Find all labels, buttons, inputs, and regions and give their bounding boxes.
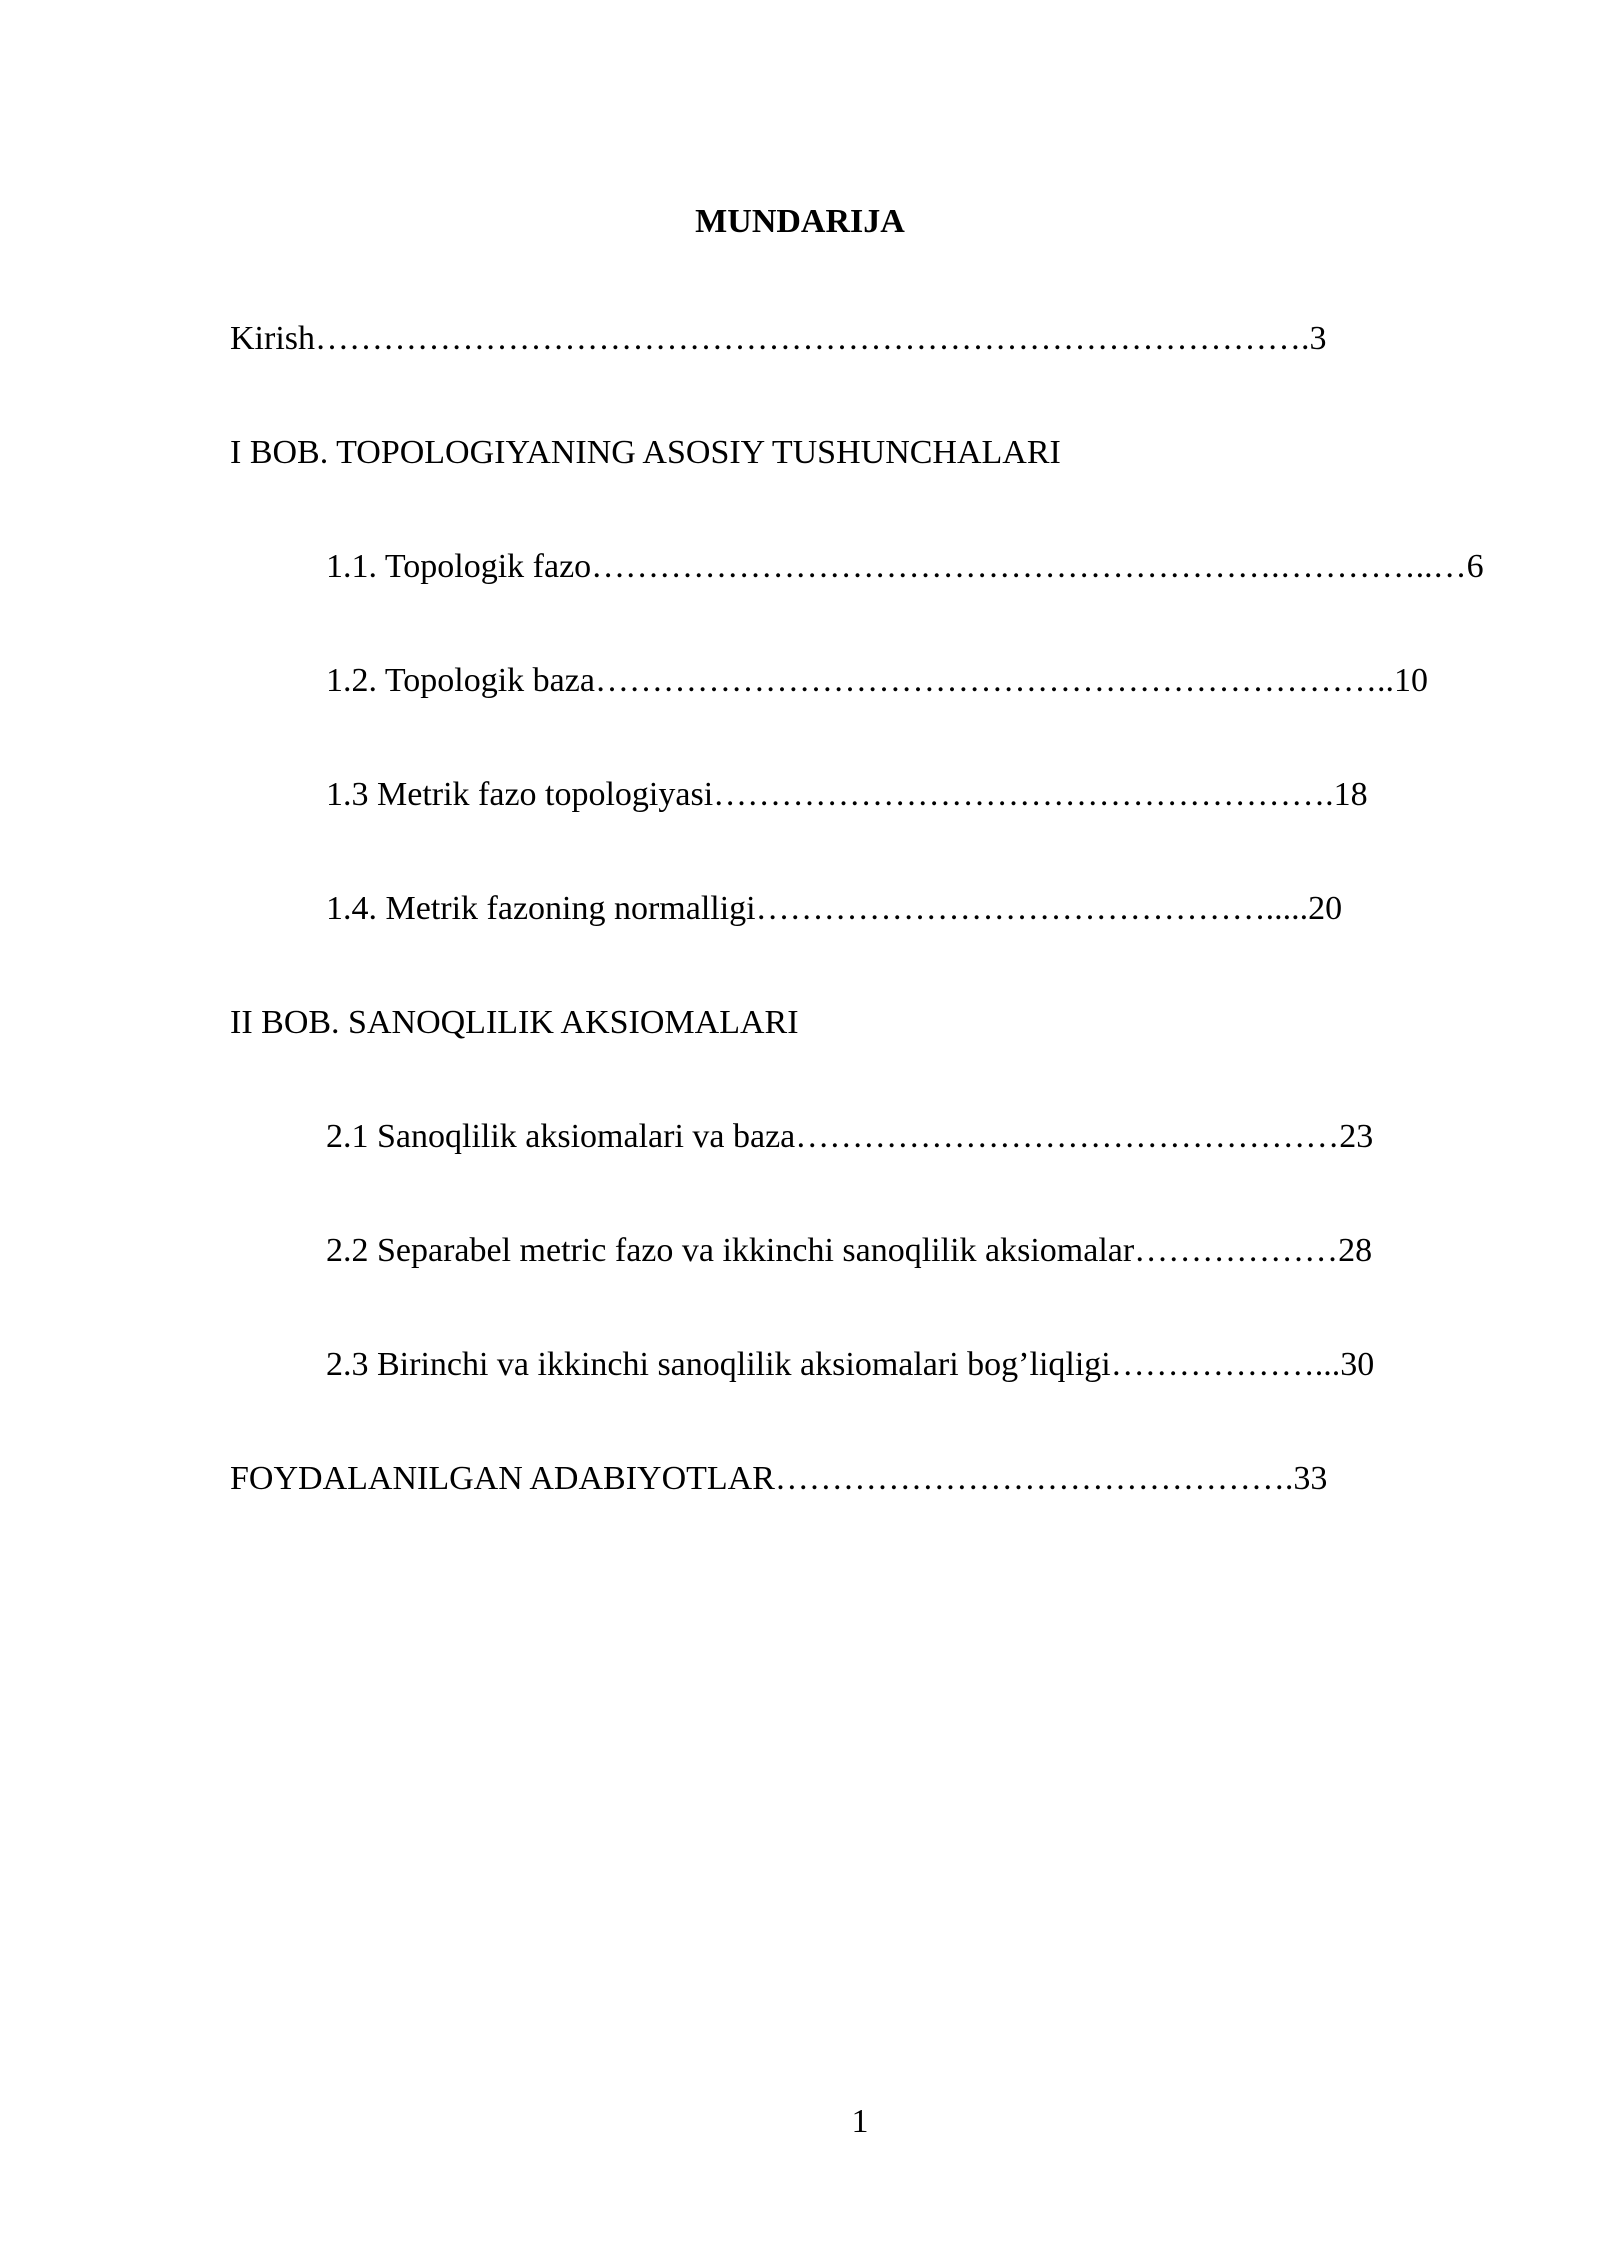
toc-entry-references: FOYDALANILGAN ADABIYOTLAR……………………………………….33 — [230, 1460, 1328, 1497]
toc-entry-2-1: 2.1 Sanoqlilik aksiomalari va baza…………………………………………23 — [326, 1118, 1374, 1155]
page-number: 1 — [851, 2103, 869, 2140]
toc-entry-2-3: 2.3 Birinchi va ikkinchi sanoqlilik aksiomalari bog’liqligi………………...30 — [326, 1346, 1375, 1383]
toc-entry-introduction: Kirish…………………………………………………………………………….3 — [230, 320, 1327, 357]
toc-entry-1-4: 1.4. Metrik fazoning normalligi……………………………………….....20 — [326, 890, 1343, 927]
toc-entry-1-2: 1.2. Topologik baza……………………………………………………………..10 — [326, 662, 1428, 699]
toc-chapter-1: I BOB. TOPOLOGIYANING ASOSIY TUSHUNCHALARI — [230, 434, 1061, 471]
toc-entry-1-3: 1.3 Metrik fazo topologiyasi……………………………………………….18 — [326, 776, 1368, 813]
toc-chapter-2: II BOB. SANOQLILIK AKSIOMALARI — [230, 1004, 799, 1041]
toc-entry-1-1: 1.1. Topologik fazo…………………………………………………….…………..…6 — [326, 548, 1484, 585]
toc-entry-2-2: 2.2 Separabel metric fazo va ikkinchi sanoqlilik aksiomalar………………28 — [326, 1232, 1373, 1269]
page-title: MUNDARIJA — [695, 203, 905, 240]
